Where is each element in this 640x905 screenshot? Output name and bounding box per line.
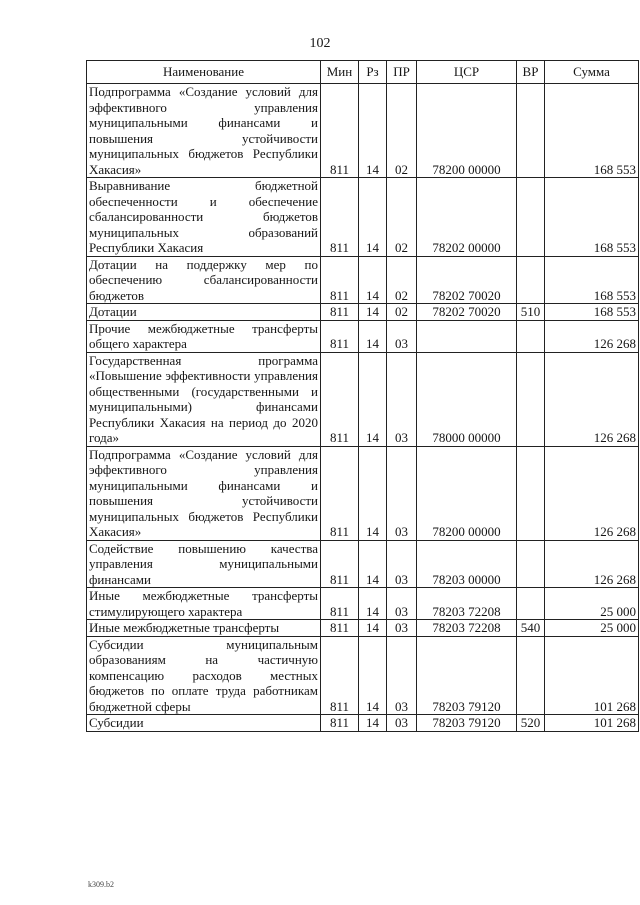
row-name: Содействие повышению качества управления муниципальными финансами xyxy=(87,540,321,588)
table-row xyxy=(87,352,639,446)
row-csr: 78203 72208 xyxy=(417,620,517,637)
table-row xyxy=(87,636,639,715)
row-csr: 78200 00000 xyxy=(417,84,517,178)
row-pr: 03 xyxy=(387,320,417,352)
row-name: Иные межбюджетные трансферты стимулирующего характера xyxy=(87,588,321,620)
row-rz: 14 xyxy=(359,352,387,446)
row-sum: 101 268 xyxy=(545,636,639,715)
row-pr: 02 xyxy=(387,84,417,178)
row-vr xyxy=(517,178,545,257)
row-name: Подпрограмма «Создание условий для эффективного управления муниципальными финансами и повышения устойчивости муниципальных бюджетов Республики Хакасия» xyxy=(87,84,321,178)
row-csr: 78203 00000 xyxy=(417,540,517,588)
row-sum: 168 553 xyxy=(545,84,639,178)
row-vr xyxy=(517,84,545,178)
row-sum: 168 553 xyxy=(545,256,639,304)
table-row xyxy=(87,304,639,321)
table-row xyxy=(87,446,639,540)
header-pr: ПР xyxy=(387,61,417,84)
row-rz: 14 xyxy=(359,256,387,304)
row-sum: 126 268 xyxy=(545,320,639,352)
row-sum: 126 268 xyxy=(545,352,639,446)
row-pr: 02 xyxy=(387,178,417,257)
row-rz: 14 xyxy=(359,588,387,620)
page-number: 102 xyxy=(309,36,331,51)
table-row xyxy=(87,320,639,352)
row-vr: 510 xyxy=(517,304,545,321)
table-row xyxy=(87,588,639,620)
row-csr xyxy=(417,320,517,352)
table-row xyxy=(87,540,639,588)
row-sum: 126 268 xyxy=(545,540,639,588)
row-sum: 168 553 xyxy=(545,304,639,321)
row-name: Иные межбюджетные трансферты xyxy=(87,620,321,637)
row-name: Дотации xyxy=(87,304,321,321)
row-name: Дотации на поддержку мер по обеспечению сбалансированности бюджетов xyxy=(87,256,321,304)
row-min: 811 xyxy=(321,352,359,446)
table-row xyxy=(87,256,639,304)
row-min: 811 xyxy=(321,715,359,732)
row-name: Государственная программа «Повышение эффективности управления общественными (государственными и муниципальными) финансами Республики Хакасия на период до 2020 года» xyxy=(87,352,321,446)
row-csr: 78203 79120 xyxy=(417,715,517,732)
row-rz: 14 xyxy=(359,540,387,588)
row-rz: 14 xyxy=(359,620,387,637)
row-vr xyxy=(517,636,545,715)
row-rz: 14 xyxy=(359,715,387,732)
header-vr: ВР xyxy=(517,61,545,84)
row-name: Субсидии xyxy=(87,715,321,732)
row-rz: 14 xyxy=(359,320,387,352)
row-pr: 02 xyxy=(387,304,417,321)
row-min: 811 xyxy=(321,588,359,620)
row-pr: 03 xyxy=(387,620,417,637)
row-pr: 03 xyxy=(387,352,417,446)
row-csr: 78000 00000 xyxy=(417,352,517,446)
header-csr: ЦСР xyxy=(417,61,517,84)
row-vr xyxy=(517,352,545,446)
header-sum: Сумма xyxy=(545,61,639,84)
row-min: 811 xyxy=(321,84,359,178)
row-csr: 78202 70020 xyxy=(417,256,517,304)
row-vr: 540 xyxy=(517,620,545,637)
row-name: Выравнивание бюджетной обеспеченности и обеспечение сбалансированности бюджетов муниципальных образований Республики Хакасия xyxy=(87,178,321,257)
header-min: Мин xyxy=(321,61,359,84)
row-vr xyxy=(517,256,545,304)
row-vr xyxy=(517,320,545,352)
row-min: 811 xyxy=(321,620,359,637)
row-sum: 168 553 xyxy=(545,178,639,257)
row-sum: 25 000 xyxy=(545,620,639,637)
row-rz: 14 xyxy=(359,446,387,540)
row-min: 811 xyxy=(321,256,359,304)
row-min: 811 xyxy=(321,320,359,352)
row-csr: 78203 79120 xyxy=(417,636,517,715)
table-header-row xyxy=(87,61,639,84)
table-row xyxy=(87,178,639,257)
row-vr: 520 xyxy=(517,715,545,732)
footer-code: k309.b2 xyxy=(88,880,114,889)
row-min: 811 xyxy=(321,446,359,540)
row-name: Прочие межбюджетные трансферты общего характера xyxy=(87,320,321,352)
table-row xyxy=(87,84,639,178)
row-rz: 14 xyxy=(359,84,387,178)
row-pr: 03 xyxy=(387,446,417,540)
row-name: Подпрограмма «Создание условий для эффективного управления муниципальными финансами и повышения устойчивости муниципальных бюджетов Республики Хакасия» xyxy=(87,446,321,540)
budget-table xyxy=(86,60,639,732)
row-vr xyxy=(517,540,545,588)
row-rz: 14 xyxy=(359,178,387,257)
row-csr: 78202 00000 xyxy=(417,178,517,257)
row-csr: 78202 70020 xyxy=(417,304,517,321)
row-pr: 02 xyxy=(387,256,417,304)
row-sum: 101 268 xyxy=(545,715,639,732)
row-pr: 03 xyxy=(387,636,417,715)
row-sum: 25 000 xyxy=(545,588,639,620)
row-csr: 78203 72208 xyxy=(417,588,517,620)
header-name: Наименование xyxy=(87,61,321,84)
row-csr: 78200 00000 xyxy=(417,446,517,540)
row-pr: 03 xyxy=(387,588,417,620)
header-rz: Рз xyxy=(359,61,387,84)
row-min: 811 xyxy=(321,304,359,321)
row-vr xyxy=(517,446,545,540)
row-pr: 03 xyxy=(387,540,417,588)
row-name: Субсидии муниципальным образованиям на частичную компенсацию расходов местных бюджетов по оплате труда работникам бюджетной сферы xyxy=(87,636,321,715)
row-min: 811 xyxy=(321,540,359,588)
row-rz: 14 xyxy=(359,636,387,715)
row-min: 811 xyxy=(321,636,359,715)
row-rz: 14 xyxy=(359,304,387,321)
table-row xyxy=(87,620,639,637)
row-vr xyxy=(517,588,545,620)
row-sum: 126 268 xyxy=(545,446,639,540)
row-min: 811 xyxy=(321,178,359,257)
row-pr: 03 xyxy=(387,715,417,732)
table-row xyxy=(87,715,639,732)
